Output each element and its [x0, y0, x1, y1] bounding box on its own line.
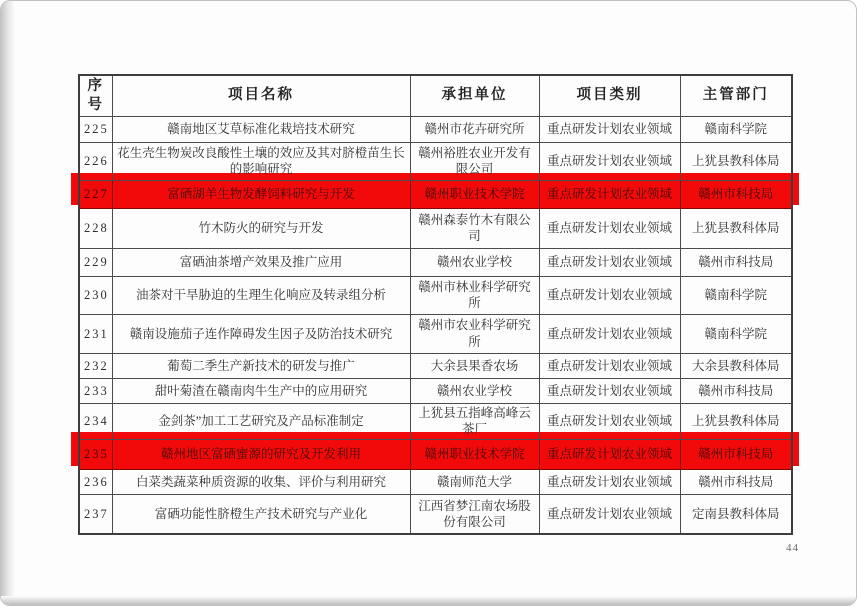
table-row [79, 378, 792, 403]
cell-name: 赣南设施茄子连作障碍发生因子及防治技术研究 [112, 314, 410, 353]
header-no: 序号 [79, 75, 112, 116]
cell-name: 油茶对干旱胁迫的生理生化响应及转录组分析 [112, 276, 410, 314]
cell-dept: 上犹县教科体局 [680, 403, 792, 439]
cell-no: 226 [79, 142, 112, 180]
cell-no: 232 [79, 353, 112, 378]
cell-dept: 赣州市科技局 [680, 378, 792, 403]
cell-no: 233 [79, 378, 112, 403]
cell-dept: 赣南科学院 [680, 276, 792, 314]
cell-no: 230 [79, 276, 112, 314]
cell-category: 重点研发计划农业领域 [539, 439, 680, 469]
table-row [79, 180, 792, 208]
table-row [79, 142, 792, 180]
cell-category: 重点研发计划农业领域 [539, 142, 680, 180]
table-row [79, 439, 792, 469]
cell-no: 227 [79, 180, 112, 208]
cell-no: 228 [79, 208, 112, 248]
cell-unit: 江西省梦江南农场股份有限公司 [410, 494, 539, 534]
cell-category: 重点研发计划农业领域 [539, 208, 680, 248]
cell-no: 225 [79, 116, 112, 142]
cell-unit: 赣州农业学校 [410, 378, 539, 403]
cell-name: 甜叶菊渣在赣南肉牛生产中的应用研究 [112, 378, 410, 403]
cell-no: 231 [79, 314, 112, 353]
scan-shadow-left [1, 1, 15, 605]
table-row [79, 353, 792, 378]
cell-category: 重点研发计划农业领域 [539, 276, 680, 314]
header-supervising-dept: 主管部门 [680, 75, 792, 116]
cell-name: 富硒湖羊生物发酵饲料研究与开发 [112, 180, 410, 208]
table-row [79, 469, 792, 494]
cell-dept: 赣南科学院 [680, 116, 792, 142]
cell-no: 235 [79, 439, 112, 469]
table-row [79, 314, 792, 353]
cell-dept: 赣州市科技局 [680, 248, 792, 276]
cell-unit: 赣南师范大学 [410, 469, 539, 494]
cell-category: 重点研发计划农业领域 [539, 353, 680, 378]
cell-name: 赣州地区富硒蜜源的研究及开发利用 [112, 439, 410, 469]
cell-no: 237 [79, 494, 112, 534]
project-table [78, 74, 793, 535]
cell-name: 花生壳生物炭改良酸性土壤的效应及其对脐橙苗生长的影响研究 [112, 142, 410, 180]
cell-dept: 赣南科学院 [680, 314, 792, 353]
cell-unit: 赣州职业技术学院 [410, 180, 539, 208]
cell-category: 重点研发计划农业领域 [539, 378, 680, 403]
cell-unit: 赣州市农业科学研究所 [410, 314, 539, 353]
page-number: 44 [786, 542, 799, 554]
cell-unit: 赣州农业学校 [410, 248, 539, 276]
table-row [79, 116, 792, 142]
scan-shadow-bottom [1, 596, 856, 605]
cell-category: 重点研发计划农业领域 [539, 403, 680, 439]
table-row [79, 494, 792, 534]
cell-unit: 大余县果香农场 [410, 353, 539, 378]
cell-name: 富硒功能性脐橙生产技术研究与产业化 [112, 494, 410, 534]
cell-unit: 赣州市林业科学研究所 [410, 276, 539, 314]
cell-name: 富硒油茶增产效果及推广应用 [112, 248, 410, 276]
cell-dept: 上犹县教科体局 [680, 208, 792, 248]
cell-category: 重点研发计划农业领域 [539, 314, 680, 353]
cell-unit: 赣州市花卉研究所 [410, 116, 539, 142]
cell-dept: 赣州市科技局 [680, 439, 792, 469]
cell-category: 重点研发计划农业领域 [539, 180, 680, 208]
cell-unit: 赣州森泰竹木有限公司 [410, 208, 539, 248]
table-row [79, 276, 792, 314]
cell-name: 竹木防火的研究与开发 [112, 208, 410, 248]
cell-dept: 赣州市科技局 [680, 469, 792, 494]
cell-category: 重点研发计划农业领域 [539, 248, 680, 276]
table-header-row [79, 75, 792, 116]
cell-no: 236 [79, 469, 112, 494]
header-undertaking-unit: 承担单位 [410, 75, 539, 116]
cell-category: 重点研发计划农业领域 [539, 469, 680, 494]
table-row [79, 403, 792, 439]
cell-dept: 定南县教科体局 [680, 494, 792, 534]
cell-name: 金剑茶”加工工艺研究及产品标准制定 [112, 403, 410, 439]
cell-dept: 大余县教科体局 [680, 353, 792, 378]
cell-no: 229 [79, 248, 112, 276]
cell-no: 234 [79, 403, 112, 439]
cell-dept: 上犹县教科体局 [680, 142, 792, 180]
cell-unit: 赣州职业技术学院 [410, 439, 539, 469]
table-row [79, 208, 792, 248]
cell-unit: 上犹县五指峰高峰云茶厂 [410, 403, 539, 439]
cell-category: 重点研发计划农业领域 [539, 116, 680, 142]
table-body [79, 116, 792, 534]
header-project-category: 项目类别 [539, 75, 680, 116]
cell-name: 葡萄二季生产新技术的研发与推广 [112, 353, 410, 378]
cell-category: 重点研发计划农业领域 [539, 494, 680, 534]
cell-unit: 赣州裕胜农业开发有限公司 [410, 142, 539, 180]
header-project-name: 项目名称 [112, 75, 410, 116]
cell-name: 赣南地区艾草标准化栽培技术研究 [112, 116, 410, 142]
cell-name: 白菜类蔬菜种质资源的收集、评价与利用研究 [112, 469, 410, 494]
cell-dept: 赣州市科技局 [680, 180, 792, 208]
table-row [79, 248, 792, 276]
table-wrap [78, 74, 793, 535]
